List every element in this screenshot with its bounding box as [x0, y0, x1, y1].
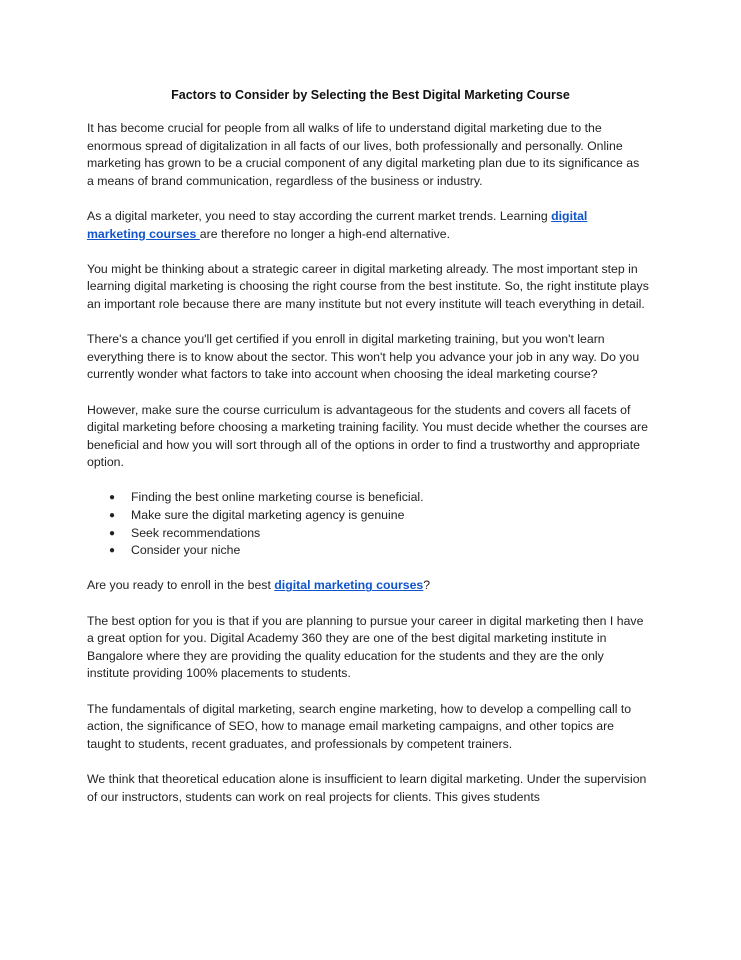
digital-marketing-courses-link[interactable]: digital marketing courses — [87, 208, 588, 241]
document-body — [87, 120, 649, 824]
list-item — [109, 542, 649, 560]
list-item — [109, 525, 649, 543]
bullet-icon: ● — [109, 545, 116, 557]
paragraph-curriculum: However, make sure the course curriculum is advantageous for the students and covers all facets of digital marketing before choosing a marketing training facility. You must decide whether the courses are beneficial and how you will sort through all of the options in order to find a trustworthy and appropriate option. — [87, 402, 648, 470]
paragraph-text: are therefore no longer a high-end alternative. — [199, 226, 450, 241]
paragraph-text: As a digital marketer, you need to stay according the current market trends. Learning — [87, 208, 552, 223]
paragraph-certification: There's a chance you'll get certified if you enroll in digital marketing training, but you won't learn everything there is to know about the sector. This won't help you advance your job in any way. Do you currently wonder what factors to take into account when choosing the ideal marketing course? — [87, 332, 640, 382]
paragraph-text: Are you ready to enroll in the best — [87, 578, 275, 593]
bullet-icon: ● — [109, 510, 116, 522]
digital-marketing-courses-link[interactable]: digital marketing courses — [274, 578, 424, 593]
paragraph-theoretical-education: We think that theoretical education alone is insufficient to learn digital marketing. Under the supervision of our instructors, students can work on real projects for clients. This gives students — [87, 771, 647, 804]
paragraph-intro: It has become crucial for people from all walks of life to understand digital marketing due to the enormous spread of digitalization in all facts of our lives, both professionally and personally. Online marketing has grown to be a crucial component of any digital marketing plan due to its significance as a means of brand communication, regardless of the business or industry. — [87, 121, 640, 188]
list-item — [109, 489, 649, 507]
list-item-text: Finding the best online marketing course is beneficial. — [131, 490, 424, 505]
paragraph-best-option: The best option for you is that if you are planning to pursue your career in digital marketing then I have a great option for you. Digital Academy 360 they are one of the best digital marketing institute in Bangalore where they are providing the quality education for the students and they are the only institute providing 100% placements to students. — [87, 613, 644, 681]
document-title: Factors to Consider by Selecting the Best Digital Marketing Course — [171, 88, 570, 102]
list-item-text: Make sure the digital marketing agency is genuine — [131, 508, 405, 523]
bullet-icon: ● — [109, 492, 116, 504]
paragraph-text: ? — [423, 578, 431, 593]
paragraph-ready-to-enroll — [87, 577, 649, 595]
paragraph-market-trends — [87, 208, 649, 243]
paragraph-fundamentals: The fundamentals of digital marketing, search engine marketing, how to develop a compelling call to action, the significance of SEO, how to manage email marketing campaigns, and other topics are taught to students, recent graduates, and professionals by competent trainers. — [87, 701, 632, 751]
bullet-icon: ● — [109, 527, 116, 539]
list-item — [109, 507, 649, 525]
factors-list — [87, 489, 649, 559]
list-item-text: Consider your niche — [131, 543, 241, 558]
paragraph-strategic-career: You might be thinking about a strategic career in digital marketing already. The most important step in learning digital marketing is choosing the right course from the best institute. So, the right institute plays an important role because there are many institute but not every institute will teach everything in detail. — [87, 261, 649, 311]
list-item-text: Seek recommendations — [131, 525, 261, 540]
